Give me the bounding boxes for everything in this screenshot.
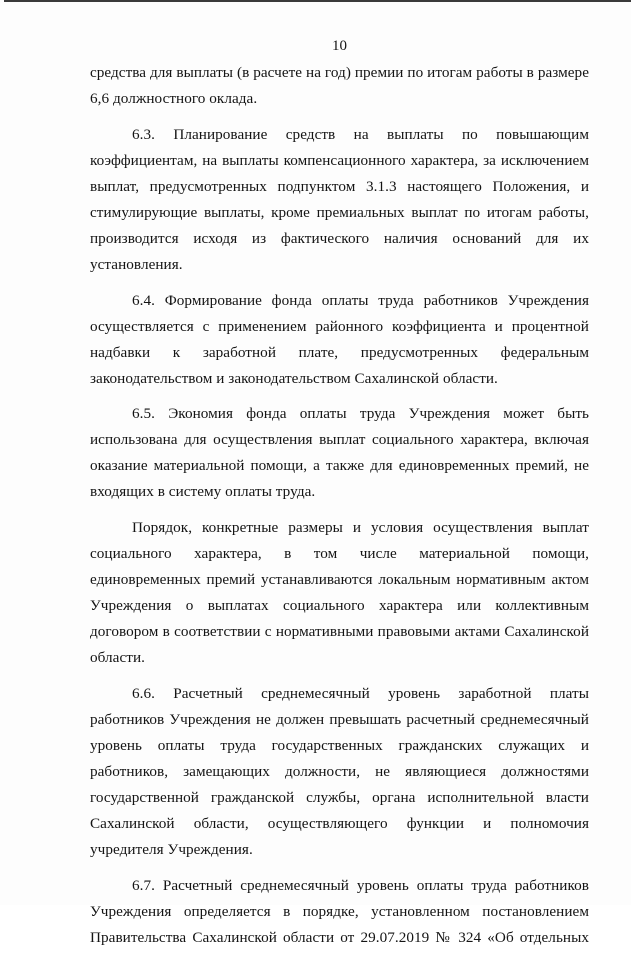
paragraph-6-7: 6.7. Расчетный среднемесячный уровень оплаты труда работников Учреждения определяется в порядке, установленном постановлением Правительства Сахалинской области от 29.07.2019 № 324 «Об отдельных bbox=[90, 876, 589, 946]
paragraph-6-5: 6.5. Экономия фонда оплаты труда Учреждения может быть использована для осуществления выплат социального характера, включая оказание материальной помощи, а также для единовременных премий, не входящих в систему оплаты труда. bbox=[90, 405, 589, 501]
paragraph-6-2-continuation: средства для выплаты (в расчете на год) премии по итогам работы в размере 6,6 должностного оклада. bbox=[90, 64, 589, 107]
paragraph-6-6: 6.6. Расчетный среднемесячный уровень заработной платы работников Учреждения не должен превышать расчетный среднемесячный уровень оплаты труда государственных гражданских служащих и работников, замещающих должности, не являющиеся должностями государственной гражданской службы, органа исполнительной власти Сахалинской области, осуществляющего функции и полномочия учредителя Учреждения. bbox=[90, 684, 589, 858]
page-number: 10 bbox=[332, 38, 347, 54]
document-body bbox=[90, 60, 589, 961]
paragraph-6-5-procedure: Порядок, конкретные размеры и условия осуществления выплат социального характера, в том числе материальной помощи, единовременных премий устанавливаются локальным нормативным актом Учреждения о выплатах социального характера или коллективным договором в соответствии с нормативными правовыми актами Сахалинской области. bbox=[90, 519, 589, 667]
paragraph-6-3: 6.3. Планирование средств на выплаты по повышающим коэффициентам, на выплаты компенсационного характера, за исключением выплат, предусмотренных подпунктом 3.1.3 настоящего Положения, и стимулирующие выплаты, кроме премиальных выплат по итогам работы, производится исходя из фактического наличия оснований для их установления. bbox=[90, 125, 589, 273]
scan-top-edge bbox=[4, 0, 631, 2]
paragraph-6-4: 6.4. Формирование фонда оплаты труда работников Учреждения осуществляется с применением районного коэффициента и процентной надбавки к заработной плате, предусмотренных федеральным законодательством и законодательством Сахалинской области. bbox=[90, 291, 589, 387]
